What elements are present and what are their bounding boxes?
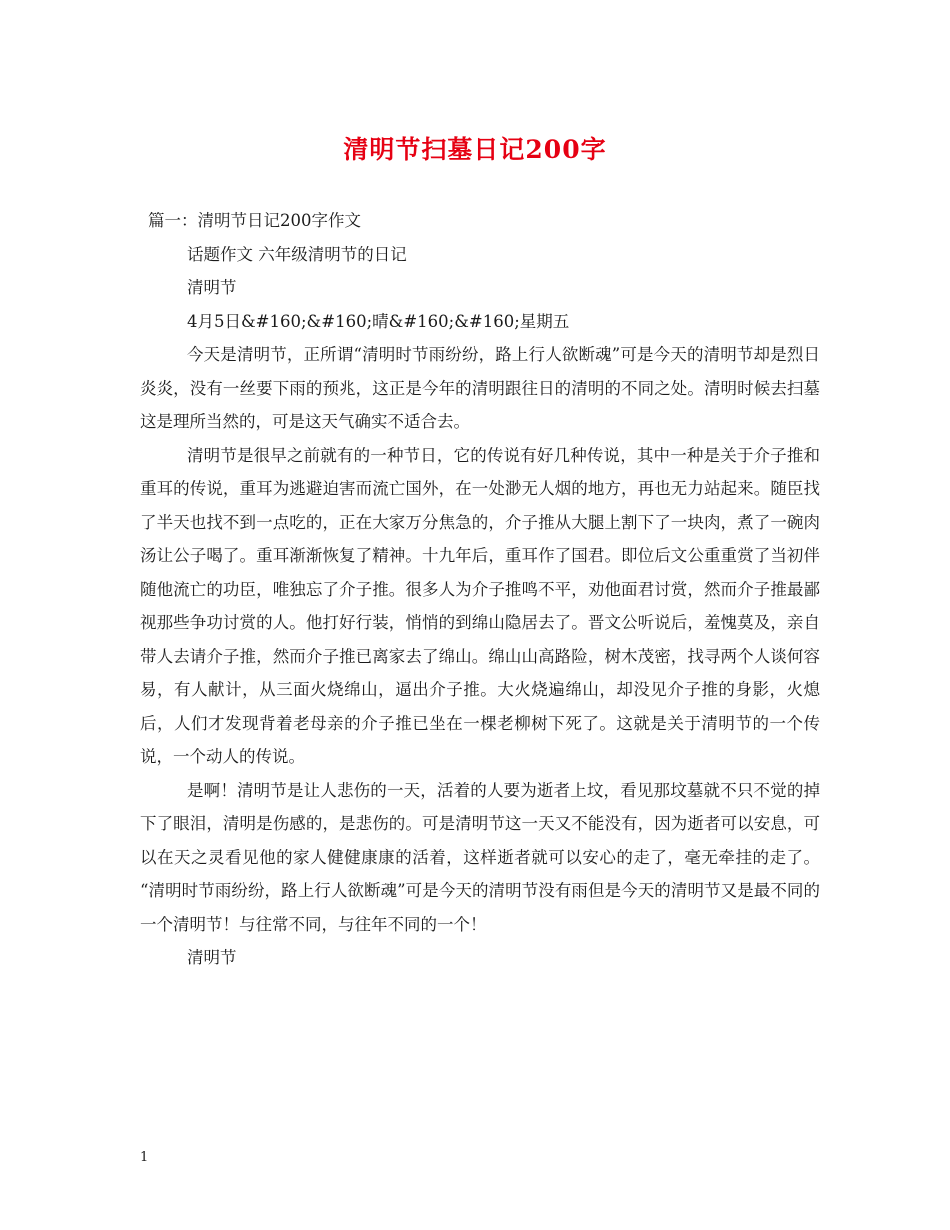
paragraph-2: 清明节是很早之前就有的一种节日，它的传说有好几种传说，其中一种是关于介子推和重耳的传说，重耳为逃避迫害而流亡国外，在一处渺无人烟的地方，再也无力站起来。随臣找了半天也找不到一点吃的，正在大家万分焦急的，介子推从大腿上割下了一块肉，煮了一碗肉汤让公子喝了。重耳渐渐恢复了精神。十九年后，重耳作了国君。即位后文公重重赏了当初伴随他流亡的功臣，唯独忘了介子推。很多人为介子推鸣不平，劝他面君讨赏，然而介子推最鄙视那些争功讨赏的人。他打好行装，悄悄的到绵山隐居去了。晋文公听说后，羞愧莫及，亲自带人去请介子推，然而介子推已离家去了绵山。绵山山高路险，树木茂密，找寻两个人谈何容易，有人献计，从三面火烧绵山，逼出介子推。大火烧遍绵山，却没见介子推的身影，火熄后，人们才发现背着老母亲的介子推已坐在一棵老柳树下死了。这就是关于清明节的一个传说，一个动人的传说。 [140,445,820,766]
document-title: 清明节扫墓日记200字 [343,135,607,164]
topic-line: 话题作文 六年级清明节的日记 [187,244,407,264]
paragraph-1: 今天是清明节，正所谓“清明时节雨纷纷，路上行人欲断魂”可是今天的清明节却是烈日炎炎，没有一丝要下雨的预兆，这正是今年的清明跟往日的清明的不同之处。清明时候去扫墓这是理所当然的，可是这天气确实不适合去。 [140,345,820,431]
closing-line: 清明节 [187,948,237,967]
article-heading: 篇一：清明节日记200字作文 [148,211,361,230]
page-number: 1 [140,1150,149,1165]
paragraph-3: 是啊！清明节是让人悲伤的一天，活着的人要为逝者上坟，看见那坟墓就不只不觉的掉下了眼泪，清明是伤感的，是悲伤的。可是清明节这一天又不能没有，因为逝者可以安息，可以在天之灵看见他的家人健健康康的活着，这样逝者就可以安心的走了，毫无牵挂的走了。 “清明时节雨纷纷，路上行人欲断魂”可是今天的清明节没有雨但是今天的清明节又是最不同的一个清明节！与往常不同，与往年不同的一个！ [140,780,820,934]
document-body [140,204,820,975]
diary-title: 清明节 [187,278,237,297]
diary-date-line: 4月5日&#160;&#160;晴&#160;&#160;星期五 [187,311,570,331]
